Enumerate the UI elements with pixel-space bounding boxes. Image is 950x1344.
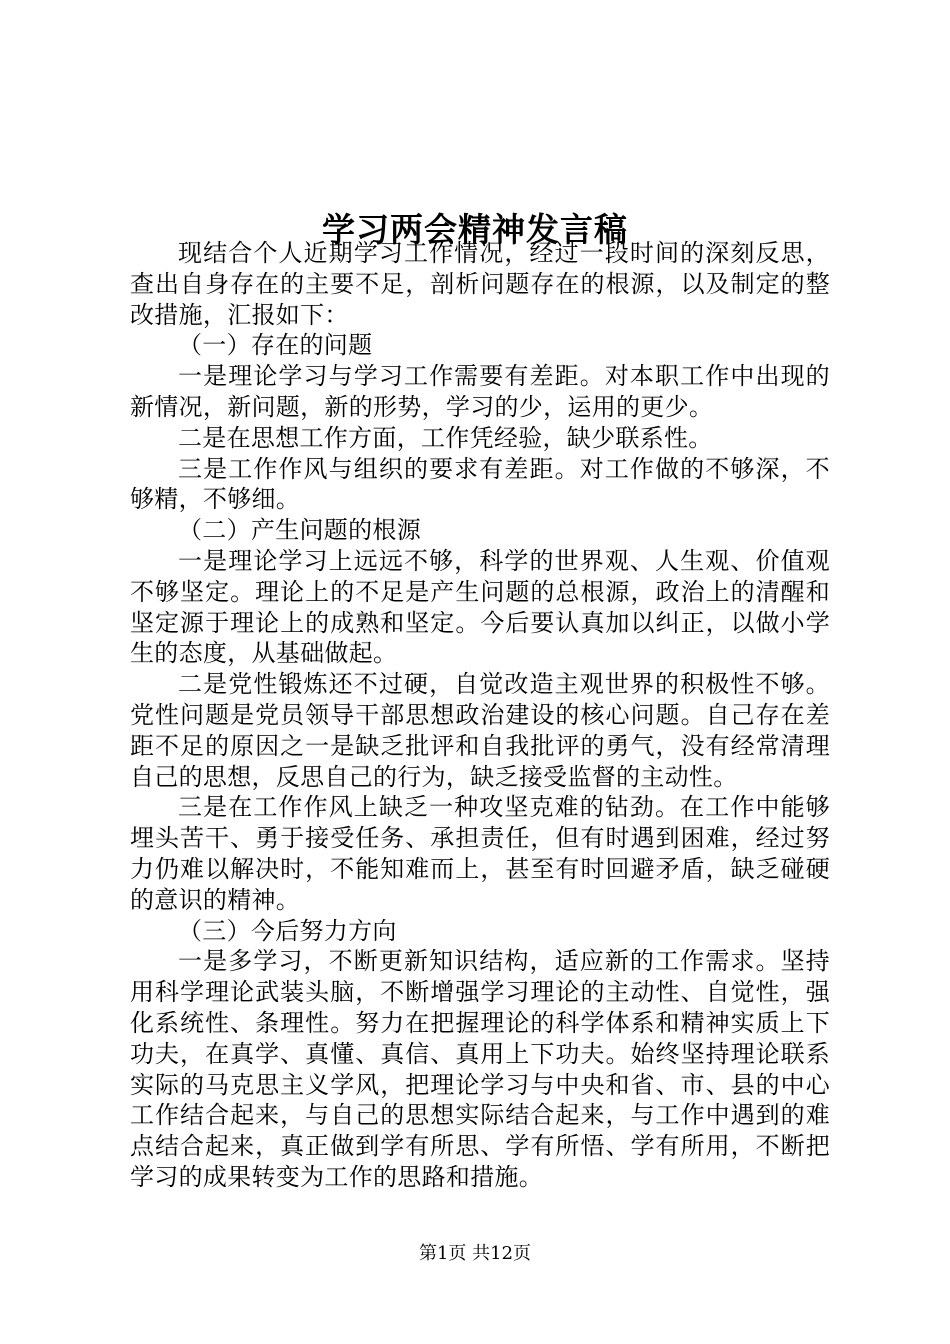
root-paragraph-2: 二是党性锻炼还不过硬，自觉改造主观世界的积极性不够。党性问题是党员领导干部思想政治建设的核心问题。自己存在差距不足的原因之一是缺乏批评和自我批评的勇气，没有经常清理自己的思想，反思自己的行为，缺乏接受监督的主动性。 xyxy=(130,670,830,791)
section-heading-roots: （二）产生问题的根源 xyxy=(178,516,421,545)
section-heading-direction: （三）今后努力方向 xyxy=(178,916,397,945)
document-title: 学习两会精神发言稿 xyxy=(322,210,628,250)
intro-paragraph: 现结合个人近期学习工作情况，经过一段时间的深刻反思，查出自身存在的主要不足，剖析问题存在的根源，以及制定的整改措施，汇报如下： xyxy=(130,239,830,329)
problem-paragraph-1: 一是理论学习与学习工作需要有差距。对本职工作中出现的新情况，新问题，新的形势，学习的少，运用的更少。 xyxy=(130,362,830,421)
document-body xyxy=(130,238,830,1193)
problem-paragraph-3: 三是工作作风与组织的要求有差距。对工作做的不够深，不够精，不够细。 xyxy=(130,454,830,514)
direction-paragraph-1: 一是多学习，不断更新知识结构，适应新的工作需求。坚持用科学理论武装头脑，不断增强学习理论的主动性、自觉性，强化系统性、条理性。努力在把握理论的科学体系和精神实质上下功夫，在真学、真懂、真信、真用上下功夫。始终坚持理论联系实际的马克思主义学风，把理论学习与中央和省、市、县的中心工作结合起来，与自己的思想实际结合起来，与工作中遇到的难点结合起来，真正做到学有所思、学有所悟、学有所用，不断把学习的成果转变为工作的思路和措施。 xyxy=(130,947,830,1191)
page-footer: 第1页 共12页 xyxy=(418,1243,532,1264)
section-heading-problems: （一）存在的问题 xyxy=(178,331,373,360)
root-paragraph-3: 三是在工作作风上缺乏一种攻坚克难的钻劲。在工作中能够埋头苦干、勇于接受任务、承担责任，但有时遇到困难，经过努力仍难以解决时，不能知难而上，甚至有时回避矛盾，缺乏碰硬的意识的精神。 xyxy=(130,793,830,914)
root-paragraph-1: 一是理论学习上远远不够，科学的世界观、人生观、价值观不够坚定。理论上的不足是产生问题的总根源，政治上的清醒和坚定源于理论上的成熟和坚定。今后要认真加以纠正，以做小学生的态度，从基础做起。 xyxy=(130,546,830,668)
problem-paragraph-2: 二是在思想工作方面，工作凭经验，缺少联系性。 xyxy=(178,423,713,452)
